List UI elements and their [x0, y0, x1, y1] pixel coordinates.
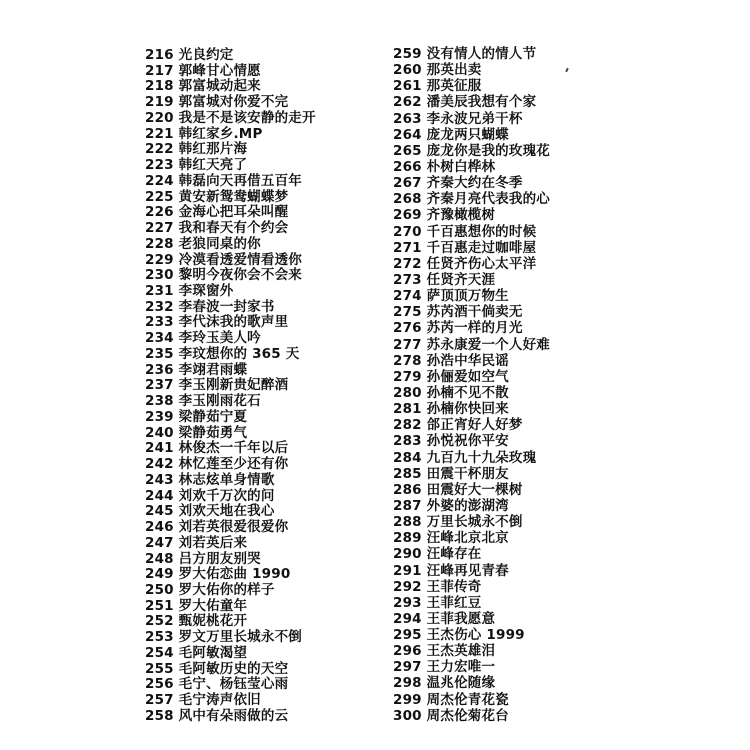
song-list-item: 231 李琛窗外	[145, 283, 234, 300]
scan-speck	[565, 68, 569, 72]
song-list-item: 247 刘若英后来	[145, 534, 248, 551]
song-list-item: 240 梁静茹勇气	[145, 424, 248, 441]
song-list-item: 227 我和春天有个约会	[145, 220, 289, 237]
song-list-item: 239 梁静茹宁夏	[145, 408, 248, 425]
song-list-item: 238 李玉刚雨花石	[145, 393, 261, 410]
song-list-item: 243 林志炫单身情歌	[145, 471, 275, 488]
song-list-item: 265 庞龙你是我的玫瑰花	[393, 142, 550, 159]
song-list-item: 219 郭富城对你爱不完	[145, 94, 289, 111]
song-list-item: 264 庞龙两只蝴蝶	[393, 126, 509, 143]
song-list-item: 278 孙浩中华民谣	[393, 352, 509, 369]
song-list-item: 298 温兆伦随缘	[393, 675, 496, 692]
song-list-item: 284 九百九十九朵玫瑰	[393, 449, 537, 466]
song-list-item: 283 孙悦祝你平安	[393, 433, 509, 450]
song-list-item: 246 刘若英很爱很爱你	[145, 519, 289, 536]
song-list-item: 276 苏芮一样的月光	[393, 320, 523, 337]
song-list-item: 268 齐秦月亮代表我的心	[393, 191, 550, 208]
song-list-item: 242 林忆莲至少还有你	[145, 456, 289, 473]
song-list-item: 291 汪峰再见青春	[393, 562, 509, 579]
song-list-item: 300 周杰伦菊花台	[393, 707, 509, 724]
song-list-item: 259 没有情人的情人节	[393, 46, 537, 62]
song-list-item: 254 毛阿敏渴望	[145, 644, 248, 661]
song-list-item: 232 李春波一封家书	[145, 298, 275, 315]
song-list-item: 273 任贤齐天涯	[393, 271, 496, 288]
song-list-item: 266 朴树白桦林	[393, 158, 496, 175]
song-list-item: 255 毛阿敏历史的天空	[145, 660, 289, 677]
song-list-item: 287 外婆的澎湖湾	[393, 497, 509, 514]
song-list-item: 281 孙楠你快回来	[393, 401, 509, 418]
song-list-left-column	[145, 48, 316, 725]
song-list-item: 271 千百惠走过咖啡屋	[393, 239, 537, 256]
song-list-item: 296 王杰英雄泪	[393, 643, 496, 660]
song-list-item: 299 周杰伦青花瓷	[393, 691, 509, 708]
song-list-item: 258 风中有朵雨做的云	[145, 707, 289, 724]
song-list-item: 280 孙楠不见不散	[393, 384, 509, 401]
song-list-item: 228 老狼同桌的你	[145, 235, 261, 252]
song-list-item: 217 郭峰甘心情愿	[145, 62, 261, 79]
song-list-item: 256 毛宁、杨钰莹心雨	[145, 676, 289, 693]
song-list-item: 282 郃正宵好人好梦	[393, 417, 523, 434]
song-list-item: 294 王菲我愿意	[393, 610, 496, 627]
song-list-item: 245 刘欢天地在我心	[145, 503, 275, 520]
song-list-item: 233 李代沫我的歌声里	[145, 314, 289, 331]
song-list-item: 279 孙俪爱如空气	[393, 368, 509, 385]
song-list-item: 218 郭富城动起来	[145, 78, 261, 95]
song-list-item: 288 万里长城永不倒	[393, 514, 523, 531]
song-list-item: 224 韩磊向天再借五百年	[145, 172, 302, 189]
song-list-item: 230 黎明今夜你会不会来	[145, 267, 302, 284]
song-list-item: 295 王杰伤心 1999	[393, 627, 525, 644]
song-list-item: 297 王力宏唯一	[393, 659, 496, 676]
song-list-item: 274 萨顶顶万物生	[393, 288, 509, 305]
song-list-item: 226 金海心把耳朵叫醒	[145, 204, 289, 221]
song-list-item: 223 韩红天亮了	[145, 157, 248, 174]
song-list-item: 244 刘欢千万次的问	[145, 487, 275, 504]
song-list-item: 225 黄安新鸳鸯蝴蝶梦	[145, 188, 289, 205]
song-list-item: 220 我是不是该安静的走开	[145, 109, 316, 126]
song-list-item: 267 齐秦大约在冬季	[393, 175, 523, 192]
song-list-item: 253 罗文万里长城永不倒	[145, 629, 302, 646]
song-list-item: 251 罗大佑童年	[145, 597, 248, 614]
song-list-item: 236 李翊君雨蝶	[145, 361, 248, 378]
song-list-right-column	[393, 46, 550, 724]
song-list-item: 252 甄妮桃花开	[145, 613, 248, 630]
song-list-item: 285 田震干杯朋友	[393, 465, 509, 482]
song-list-item: 229 冷漠看透爱情看透你	[145, 251, 302, 268]
song-list-item: 250 罗大佑你的样子	[145, 581, 275, 598]
song-list-item: 241 林俊杰一千年以后	[145, 440, 289, 457]
song-list-item: 216 光良约定	[145, 47, 234, 63]
song-list-item: 237 李玉刚新贵妃醉酒	[145, 377, 289, 394]
song-list-item: 290 汪峰存在	[393, 546, 482, 563]
song-list-item: 263 李永波兄弟干杯	[393, 110, 523, 127]
song-list-item: 269 齐豫橄榄树	[393, 207, 496, 224]
song-list-item: 234 李玲玉美人吟	[145, 330, 261, 347]
song-list-item: 235 李玟想你的 365 天	[145, 345, 300, 362]
song-list-item: 277 苏永康爱一个人好难	[393, 336, 550, 353]
song-list-item: 262 潘美辰我想有个家	[393, 94, 537, 111]
song-list-item: 248 吕方朋友别哭	[145, 550, 261, 567]
song-list-item: 222 韩红那片海	[145, 141, 248, 158]
song-list-item: 293 王菲红豆	[393, 594, 482, 611]
song-list-item: 260 那英出卖	[393, 62, 482, 79]
song-list-item: 286 田震好大一棵树	[393, 481, 523, 498]
song-list-item: 249 罗大佑恋曲 1990	[145, 566, 291, 583]
song-list-item: 289 汪峰北京北京	[393, 530, 509, 547]
song-list-item: 270 千百惠想你的时候	[393, 223, 537, 240]
song-list-item: 292 王菲传奇	[393, 578, 482, 595]
song-list-item: 221 韩红家乡.MP	[145, 125, 263, 142]
song-list-item: 261 那英征服	[393, 78, 482, 95]
song-list-item: 257 毛宁涛声依旧	[145, 692, 261, 709]
song-list-item: 275 苏芮酒干倘卖无	[393, 304, 523, 321]
song-list-item: 272 任贤齐伤心太平洋	[393, 255, 537, 272]
